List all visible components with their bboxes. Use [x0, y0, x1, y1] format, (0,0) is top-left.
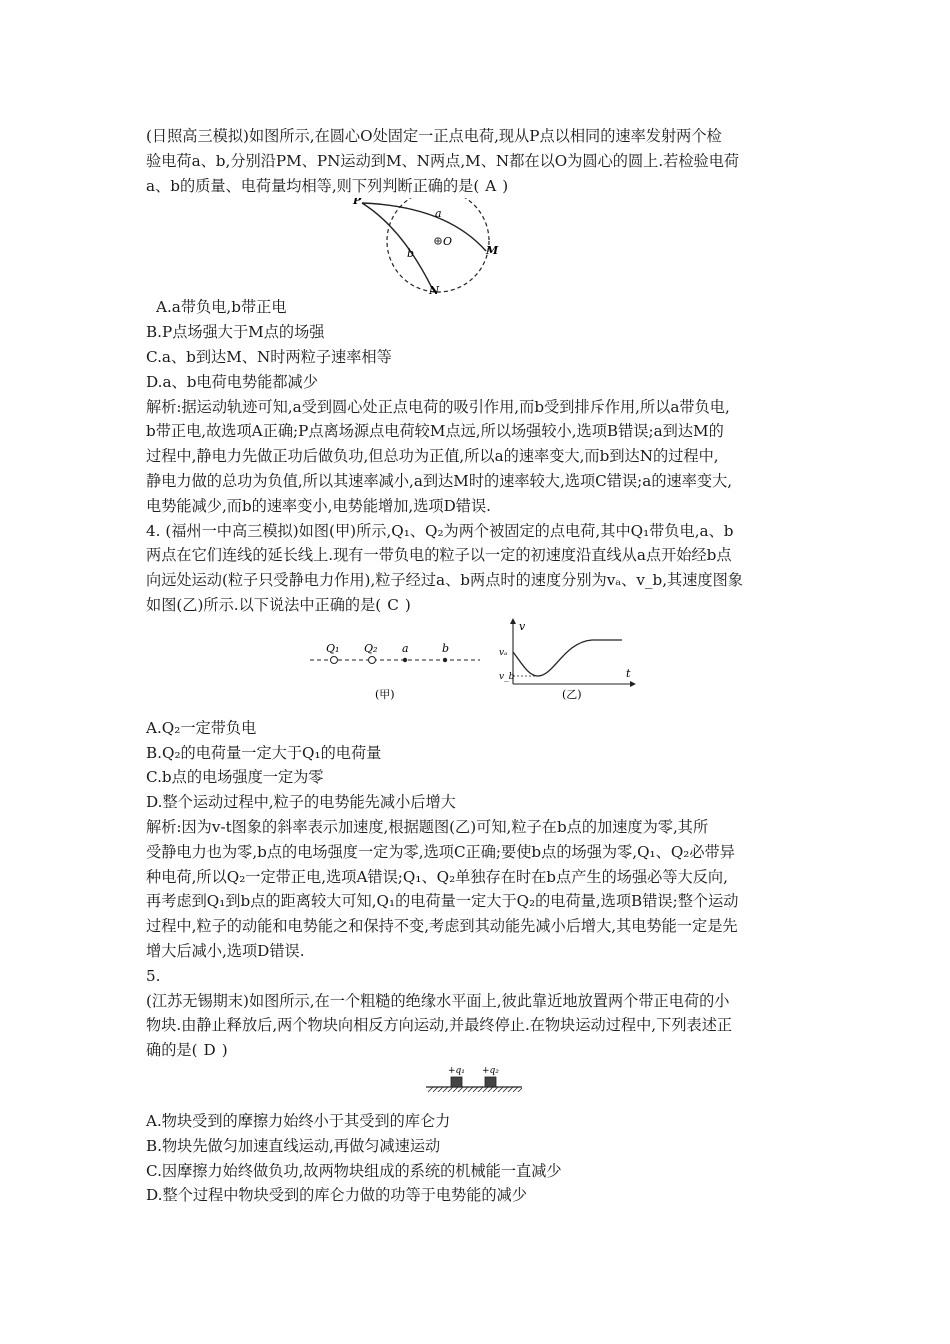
q5-option-b: B.物块先做匀加速直线运动,再做匀减速运动	[146, 1136, 441, 1155]
q4-label-b: b	[442, 641, 450, 655]
q4-charge-q2	[369, 656, 376, 663]
q5-figure	[146, 1063, 826, 1109]
q4-stem-text: 如图(乙)所示.以下说法中正确的是(	[146, 595, 382, 614]
q4-stem-line-1: 4. (福州一中高三模拟)如图(甲)所示,Q₁、Q₂为两个被固定的点电荷,其中Q₁带负电,a、b	[146, 521, 734, 540]
q5-ground-hatch	[428, 1087, 522, 1092]
q3-label-a: a	[435, 207, 442, 221]
q3-path-pm	[362, 203, 486, 251]
q4-analysis-line-2: 受静电力也为零,b点的电场强度一定为零,选项C正确;要使b点的场强为零,Q₁、Q₂必带异	[146, 842, 735, 861]
q4-label-a: a	[402, 641, 409, 655]
q4-stem-line-3: 向远处运动(粒子只受静电力作用),粒子经过a、b两点时的速度分别为vₐ、v_b,其速度图象	[146, 571, 743, 590]
q3-analysis-line-4: 静电力做的总功为负值,所以其速率减小,a到达M时的速率较大,选项C错误;a的速率变大,	[146, 471, 733, 490]
q5-stem-line-1: (江苏无锡期末)如图所示,在一个粗糙的绝缘水平面上,彼此靠近地放置两个带正电荷的小	[146, 991, 730, 1010]
q4-answer: C	[387, 595, 399, 614]
q5-blocks-diagram	[146, 1063, 826, 1109]
q5-stem-line-3	[146, 1038, 826, 1063]
q4-figure-yi	[499, 618, 636, 701]
q4-diagrams	[146, 618, 826, 716]
q5-block-1	[451, 1077, 462, 1087]
q4-velocity-curve	[513, 640, 622, 676]
q4-label-q2: Q₂	[364, 641, 378, 655]
q4-option-b: B.Q₂的电荷量一定大于Q₁的电荷量	[146, 743, 382, 762]
q3-circle-diagram	[146, 198, 826, 295]
q3-option-c: C.a、b到达M、N时两粒子速率相等	[146, 347, 392, 366]
q3-label-n: N	[429, 284, 440, 296]
q4-option-c: C.b点的电场强度一定为零	[146, 768, 324, 787]
q5-stem-line-2: 物块.由静止释放后,两个物块向相反方向运动,并最终停止.在物块运动过程中,下列表述正	[146, 1016, 733, 1035]
q4-figure	[146, 618, 826, 716]
q3-analysis-line-2: b带正电,故选项A正确;P点离场源点电荷较M点远,所以场强较小,选项B错误;a到达M的	[146, 422, 724, 441]
q4-t-arrow	[630, 681, 636, 687]
q5-block-2	[485, 1077, 496, 1087]
q3-option-a: A.a带负电,b带正电	[156, 298, 287, 317]
q4-option-d: D.整个运动过程中,粒子的电势能先减小后增大	[146, 793, 456, 812]
q4-stem-line-2: 两点在它们连线的延长线上.现有一带负电的粒子以一定的初速度沿直线从a点开始经b点	[146, 546, 732, 565]
q3-path-pn	[362, 203, 432, 288]
q4-analysis-line-1: 解析:因为v-t图象的斜率表示加速度,根据题图(乙)可知,粒子在b点的加速度为零,其所	[146, 817, 709, 836]
q5-option-a: A.物块受到的摩擦力始终小于其受到的库仑力	[146, 1111, 451, 1130]
q3-option-d: D.a、b电荷电势能都减少	[146, 372, 318, 391]
q4-charge-q1	[331, 656, 338, 663]
q4-option-a: A.Q₂一定带负电	[146, 718, 257, 737]
q5-answer: D	[203, 1041, 216, 1060]
q5-label-q1: +q₁	[448, 1065, 465, 1076]
q4-analysis-line-5: 过程中,粒子的动能和电势能之和保持不变,考虑到其动能先减小后增大,其电势能一定是先	[146, 917, 738, 936]
q4-analysis-line-4: 再考虑到Q₁到b点的距离较大可知,Q₁的电荷量一定大于Q₂的电荷量,选项B错误;整个运动	[146, 892, 739, 911]
q3-figure	[146, 198, 826, 295]
q3-stem-line-2: 验电荷a、b,分别沿PM、PN运动到M、N两点,M、N都在以O为圆心的圆上.若检验电荷	[146, 151, 740, 170]
q3-label-o: O	[443, 235, 453, 249]
q3-stem-end: )	[502, 176, 509, 195]
q4-caption-yi: (乙)	[562, 687, 582, 701]
q3-label-m: M	[486, 244, 499, 258]
q5-stem-end: )	[221, 1041, 228, 1060]
q5-option-d: D.整个过程中物块受到的库仑力做的功等于电势能的减少	[146, 1186, 527, 1205]
q3-option-b: B.P点场强大于M点的场强	[146, 323, 325, 342]
q4-stem-line-4	[146, 593, 826, 618]
q4-label-v: v	[519, 619, 526, 633]
q3-stem-line-1: (日照高三模拟)如图所示,在圆心O处固定一正点电荷,现从P点以相同的速率发射两个检	[146, 127, 722, 145]
q4-label-t: t	[626, 666, 631, 680]
q5-option-c: C.因摩擦力始终做负功,故两物块组成的系统的机械能一直减少	[146, 1161, 562, 1180]
q3-analysis-line-3: 过程中,静电力先做正功后做负功,但总功为正值,所以a的速率变大,而b到达N的过程中,	[146, 447, 719, 466]
q3-answer: A	[485, 176, 497, 195]
q4-point-a	[403, 658, 407, 662]
q3-stem-line-3	[146, 174, 826, 199]
q4-label-q1: Q₁	[326, 641, 340, 655]
q5-label-q2: +q₂	[482, 1065, 499, 1076]
q3-label-b: b	[407, 247, 415, 261]
q3-label-p: P	[353, 198, 362, 208]
q4-caption-jia: (甲)	[375, 687, 395, 701]
document-page	[146, 124, 826, 1208]
q3-stem-text: a、b的质量、电荷量均相等,则下列判断正确的是(	[146, 176, 480, 195]
q4-label-vb: v_b	[499, 671, 515, 682]
q3-analysis-line-5: 电势能减少,而b的速率变小,电势能增加,选项D错误.	[146, 496, 491, 515]
q3-analysis-line-1: 解析:据运动轨迹可知,a受到圆心处正点电荷的吸引作用,而b受到排斥作用,所以a带负电,	[146, 397, 730, 416]
q4-label-va: vₐ	[499, 647, 508, 658]
q4-analysis-line-3: 种电荷,所以Q₂一定带正电,选项A错误;Q₁、Q₂单独存在时在b点产生的场强必等大反向,	[146, 867, 728, 886]
q4-point-b	[443, 658, 447, 662]
q5-number: 5.	[146, 966, 161, 985]
q4-stem-end: )	[404, 595, 411, 614]
q5-stem-text: 确的是(	[146, 1041, 198, 1060]
q4-v-arrow	[510, 618, 516, 624]
q4-figure-jia	[310, 642, 480, 701]
q4-analysis-line-6: 增大后减小,选项D错误.	[146, 941, 305, 960]
